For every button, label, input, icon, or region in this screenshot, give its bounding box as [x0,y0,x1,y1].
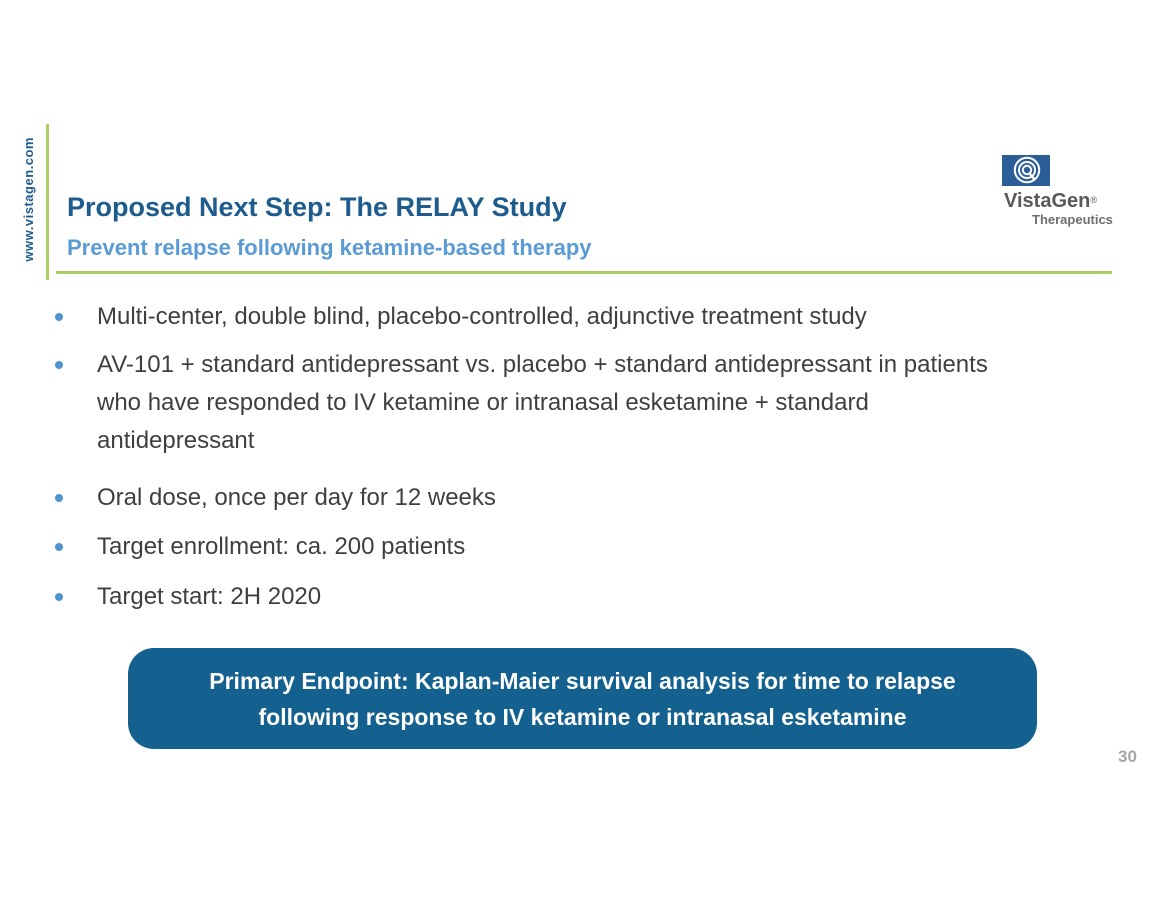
bullet-text-line: Target start: 2H 2020 [97,583,322,610]
bullet-text-line: who have responded to IV ketamine or intranasal esketamine + standard [97,389,869,416]
logo-name-text: VistaGen [1004,190,1091,212]
page-number: 30 [1118,747,1137,766]
bullet-dot-icon [55,543,63,551]
primary-endpoint-callout [128,648,1037,749]
slide-subtitle: Prevent relapse following ketamine-based therapy [67,235,592,260]
registered-trademark-symbol: ® [1090,195,1097,205]
bullet-item-treatment-arms [55,346,988,460]
website-url-text: www.vistagen.com [20,136,36,262]
bullet-text-line: Oral dose, once per day for 12 weeks [97,484,496,511]
logo-company-name [1004,190,1097,213]
bullet-item-study-design [55,298,867,336]
bullet-text-line: Target enrollment: ca. 200 patients [97,533,466,560]
bullet-item-enrollment [55,528,465,566]
header-divider-line [56,271,1112,274]
bullet-text-line: AV-101 + standard antidepressant vs. placebo + standard antidepressant in patients [97,351,988,378]
callout-text-line: following response to IV ketamine or intranasal esketamine [258,703,907,730]
callout-text-line: Primary Endpoint: Kaplan-Maier survival analysis for time to relapse [209,667,956,694]
bullet-item-target-start [55,578,321,616]
bullet-item-dosing [55,479,496,517]
logo-tagline: Therapeutics [1032,212,1113,227]
vertical-accent-line [46,124,49,280]
vistagen-logo-icon [1002,155,1050,186]
sidebar-website-url [12,126,44,272]
bullet-text-line: Multi-center, double blind, placebo-controlled, adjunctive treatment study [97,303,867,330]
bullet-text-line: antidepressant [97,427,255,454]
bullet-dot-icon [55,313,63,321]
bullet-dot-icon [55,494,63,502]
slide-title: Proposed Next Step: The RELAY Study [67,192,567,222]
bullet-dot-icon [55,361,63,369]
bullet-dot-icon [55,593,63,601]
